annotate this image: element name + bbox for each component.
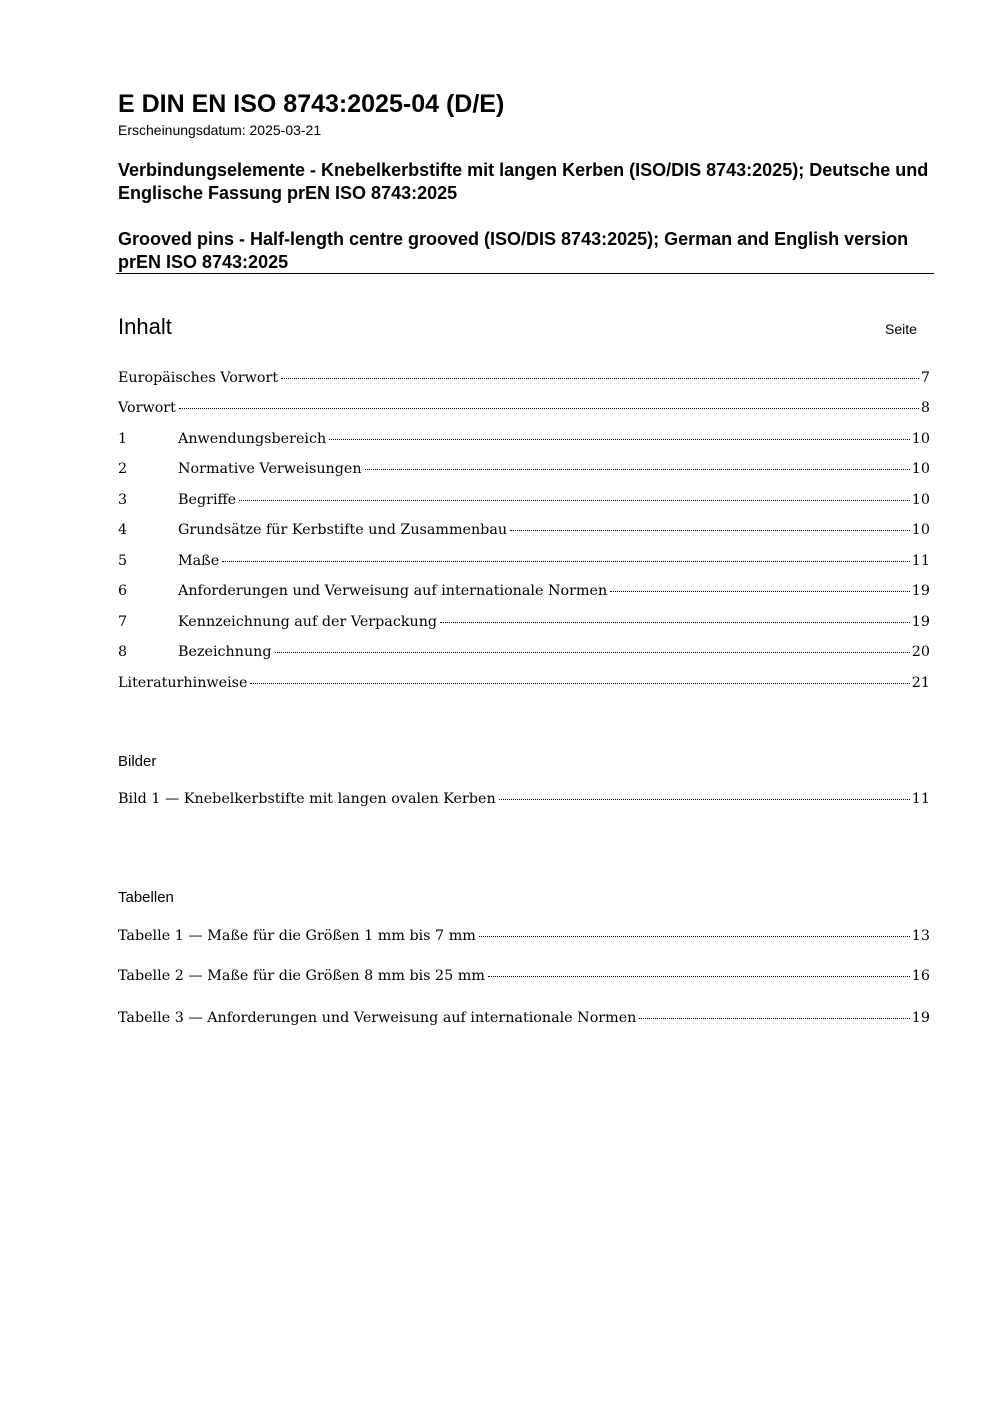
toc-entry-number: 3 — [118, 492, 128, 508]
toc-entry[interactable] — [118, 492, 930, 514]
leader-dots — [329, 439, 910, 440]
leader-dots — [275, 652, 910, 653]
toc-entry-page: 10 — [911, 461, 930, 477]
publication-date: Erscheinungsdatum: 2025-03-21 — [118, 122, 322, 138]
toc-entry-number: 2 — [118, 461, 128, 477]
toc-entry-number: 1 — [118, 431, 128, 447]
toc-entry-page: 19 — [911, 614, 930, 630]
leader-dots — [479, 936, 910, 937]
toc-entry[interactable] — [118, 522, 930, 544]
table-entry-label: Tabelle 1 — Maße für die Größen 1 mm bis 7 mm — [118, 928, 476, 944]
toc-entry-label: Maße — [178, 553, 220, 569]
toc-entry-number: 4 — [118, 522, 128, 538]
table-entry[interactable] — [118, 1010, 930, 1032]
toc-entry-page: 10 — [911, 431, 930, 447]
toc-entry[interactable] — [118, 370, 930, 392]
toc-entry[interactable] — [118, 614, 930, 636]
table-entry-label: Tabelle 3 — Anforderungen und Verweisung auf internationale Normen — [118, 1010, 637, 1026]
toc-entry[interactable] — [118, 461, 930, 483]
toc-entry-page: 19 — [911, 583, 930, 599]
toc-entry[interactable] — [118, 553, 930, 575]
toc-entry[interactable] — [118, 675, 930, 697]
toc-entry[interactable] — [118, 583, 930, 605]
page-column-label: Seite — [885, 321, 917, 337]
leader-dots — [222, 561, 910, 562]
toc-entry-label: Grundsätze für Kerbstifte und Zusammenbau — [178, 522, 508, 538]
table-entry-page: 16 — [911, 968, 930, 984]
toc-entry[interactable] — [118, 431, 930, 453]
title-english: Grooved pins - Half-length centre grooved (ISO/DIS 8743:2025); German and English version prEN ISO 8743:2025 — [118, 229, 909, 272]
toc-entry-label: Bezeichnung — [178, 644, 272, 660]
toc-entry-page: 11 — [911, 553, 930, 569]
toc-entry-label: Anwendungsbereich — [178, 431, 327, 447]
toc-entry-label: Anforderungen und Verweisung auf internationale Normen — [178, 583, 608, 599]
leader-dots — [440, 622, 910, 623]
toc-entry-number: 8 — [118, 644, 128, 660]
leader-dots — [510, 530, 910, 531]
toc-entry-label: Vorwort — [118, 400, 176, 416]
document-id: E DIN EN ISO 8743:2025-04 (D/E) — [118, 90, 505, 118]
figures-heading: Bilder — [118, 753, 157, 770]
table-entry-label: Tabelle 2 — Maße für die Größen 8 mm bis 25 mm — [118, 968, 485, 984]
toc-entry-page: 10 — [911, 492, 930, 508]
figure-entry-page: 11 — [911, 791, 930, 807]
leader-dots — [488, 976, 910, 977]
toc-entry-number: 5 — [118, 553, 128, 569]
leader-dots — [179, 408, 919, 409]
toc-entry-number: 7 — [118, 614, 128, 630]
toc-entry-page: 7 — [920, 370, 930, 386]
toc-heading: Inhalt — [118, 314, 172, 339]
leader-dots — [239, 500, 910, 501]
toc-entry-page: 8 — [920, 400, 930, 416]
table-entry[interactable] — [118, 968, 930, 990]
toc-entry-page: 10 — [911, 522, 930, 538]
title-divider — [116, 273, 934, 274]
leader-dots — [250, 683, 909, 684]
toc-entry-label: Europäisches Vorwort — [118, 370, 279, 386]
leader-dots — [499, 799, 910, 800]
toc-entry-label: Begriffe — [178, 492, 237, 508]
tables-heading: Tabellen — [118, 889, 174, 906]
figure-entry[interactable] — [118, 791, 930, 813]
toc-entry-label: Literaturhinweise — [118, 675, 248, 691]
toc-entry-page: 21 — [911, 675, 930, 691]
toc-entry-page: 20 — [911, 644, 930, 660]
toc-entry-number: 6 — [118, 583, 128, 599]
toc-entry[interactable] — [118, 400, 930, 422]
table-entry[interactable] — [118, 928, 930, 950]
table-entry-page: 19 — [911, 1010, 930, 1026]
leader-dots — [281, 378, 919, 379]
toc-entry-label: Normative Verweisungen — [178, 461, 362, 477]
figure-entry-label: Bild 1 — Knebelkerbstifte mit langen ovalen Kerben — [118, 791, 496, 807]
leader-dots — [639, 1018, 909, 1019]
leader-dots — [365, 469, 910, 470]
leader-dots — [610, 591, 910, 592]
title-german: Verbindungselemente - Knebelkerbstifte mit langen Kerben (ISO/DIS 8743:2025); Deutsche und Englische Fassung prEN ISO 8743:2025 — [118, 160, 929, 203]
toc-entry[interactable] — [118, 644, 930, 666]
toc-entry-label: Kennzeichnung auf der Verpackung — [178, 614, 438, 630]
table-entry-page: 13 — [911, 928, 930, 944]
